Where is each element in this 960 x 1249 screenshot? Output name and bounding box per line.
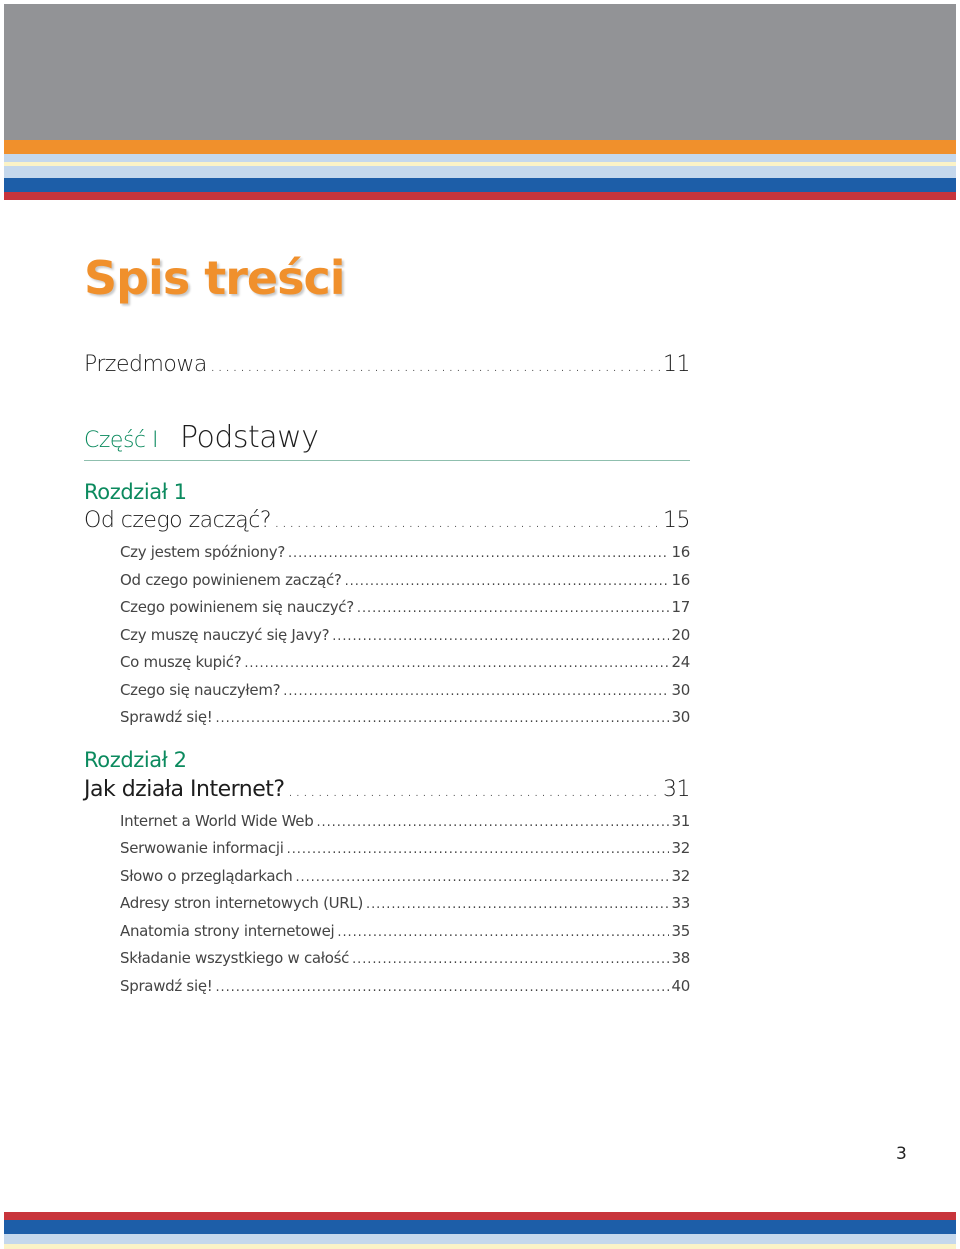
- leader-dots: [283, 684, 668, 699]
- toc-entry-text: Co muszę kupić?: [120, 653, 242, 671]
- toc-entry[interactable]: [120, 839, 690, 857]
- toc-entry-text: Przedmowa: [84, 352, 207, 377]
- header-stripe-orange: [4, 140, 956, 154]
- toc-entry-text: Anatomia strony internetowej: [120, 922, 335, 940]
- toc-entry[interactable]: [120, 977, 690, 995]
- toc-entry-text: Sprawdź się!: [120, 708, 213, 726]
- toc-entry-page: 15: [663, 508, 690, 533]
- toc-entry-page: 16: [671, 543, 690, 561]
- leader-dots: [295, 870, 668, 885]
- toc-entry[interactable]: [120, 653, 690, 671]
- part-title: Podstawy: [179, 420, 319, 455]
- toc-entry-page: 11: [663, 352, 690, 377]
- part-heading: [84, 420, 690, 461]
- header-stripe-light-blue: [4, 154, 956, 162]
- toc-entry-chapter[interactable]: [84, 508, 690, 533]
- toc-entry[interactable]: [120, 626, 690, 644]
- leader-dots: [210, 355, 660, 376]
- footer-stripe-blue: [4, 1220, 956, 1234]
- toc-entry[interactable]: [120, 894, 690, 912]
- leader-dots: [288, 780, 660, 801]
- leader-dots: [345, 574, 669, 589]
- toc-entry-page: 30: [671, 681, 690, 699]
- page-title: Spis treści: [84, 251, 345, 305]
- toc-entry-text: Czego się nauczyłem?: [120, 681, 281, 699]
- footer-stripe-light-blue: [4, 1234, 956, 1244]
- toc-entry[interactable]: [120, 708, 690, 726]
- leader-dots: [366, 897, 668, 912]
- toc-entry-text: Składanie wszystkiego w całość: [120, 949, 350, 967]
- toc-entry-page: 24: [671, 653, 690, 671]
- toc-entry[interactable]: [120, 681, 690, 699]
- chapter-label: Rozdział 2: [84, 748, 187, 772]
- toc-entry-page: 33: [671, 894, 690, 912]
- toc-entry[interactable]: [120, 571, 690, 589]
- toc-entry-page: 32: [671, 867, 690, 885]
- toc-entry-page: 16: [671, 571, 690, 589]
- toc-entry[interactable]: [120, 812, 690, 830]
- toc-entry-text: Jak działa Internet?: [84, 777, 285, 802]
- part-label: Część I: [84, 428, 158, 453]
- leader-dots: [287, 842, 669, 857]
- toc-entry-text: Internet a World Wide Web: [120, 812, 314, 830]
- toc-entry[interactable]: [120, 922, 690, 940]
- toc-entry-page: 17: [671, 598, 690, 616]
- chapter-label: Rozdział 1: [84, 480, 187, 504]
- toc-entry-text: Sprawdź się!: [120, 977, 213, 995]
- toc-entry-text: Słowo o przeglądarkach: [120, 867, 293, 885]
- page-number: 3: [896, 1144, 907, 1164]
- toc-entry-text: Od czego powinienem zacząć?: [120, 571, 342, 589]
- header-stripe-red: [4, 192, 956, 200]
- leader-dots: [332, 629, 668, 644]
- leader-dots: [337, 925, 668, 940]
- leader-dots: [357, 601, 669, 616]
- leader-dots: [215, 980, 668, 995]
- toc-entry-page: 20: [671, 626, 690, 644]
- toc-entry-page: 31: [663, 777, 690, 802]
- header-stripe-light-blue-2: [4, 166, 956, 178]
- header-stripe-blue: [4, 178, 956, 192]
- leader-dots: [244, 656, 668, 671]
- toc-entry-text: Czy jestem spóźniony?: [120, 543, 285, 561]
- toc-entry-page: 30: [671, 708, 690, 726]
- toc-entry-text: Adresy stron internetowych (URL): [120, 894, 364, 912]
- toc-entry[interactable]: [120, 867, 690, 885]
- leader-dots: [316, 815, 668, 830]
- toc-entry[interactable]: [120, 949, 690, 967]
- leader-dots: [288, 546, 669, 561]
- toc-entry-preface[interactable]: [84, 352, 690, 377]
- footer-stripe-cream: [4, 1244, 956, 1249]
- toc-entry-chapter[interactable]: [84, 777, 690, 802]
- toc-entry-text: Od czego zacząć?: [84, 508, 272, 533]
- toc-entry-page: 35: [671, 922, 690, 940]
- leader-dots: [274, 511, 660, 532]
- toc-entry-text: Czy muszę nauczyć się Javy?: [120, 626, 330, 644]
- toc-entry-page: 40: [671, 977, 690, 995]
- header-gray-band: [4, 4, 956, 140]
- toc-entry[interactable]: [120, 543, 690, 561]
- toc-entry-page: 38: [671, 949, 690, 967]
- toc-entry-text: Czego powinienem się nauczyć?: [120, 598, 354, 616]
- toc-entry[interactable]: [120, 598, 690, 616]
- footer-stripe-red: [4, 1212, 956, 1220]
- leader-dots: [352, 952, 668, 967]
- toc-entry-page: 32: [671, 839, 690, 857]
- leader-dots: [215, 711, 668, 726]
- toc-entry-page: 31: [671, 812, 690, 830]
- toc-entry-text: Serwowanie informacji: [120, 839, 284, 857]
